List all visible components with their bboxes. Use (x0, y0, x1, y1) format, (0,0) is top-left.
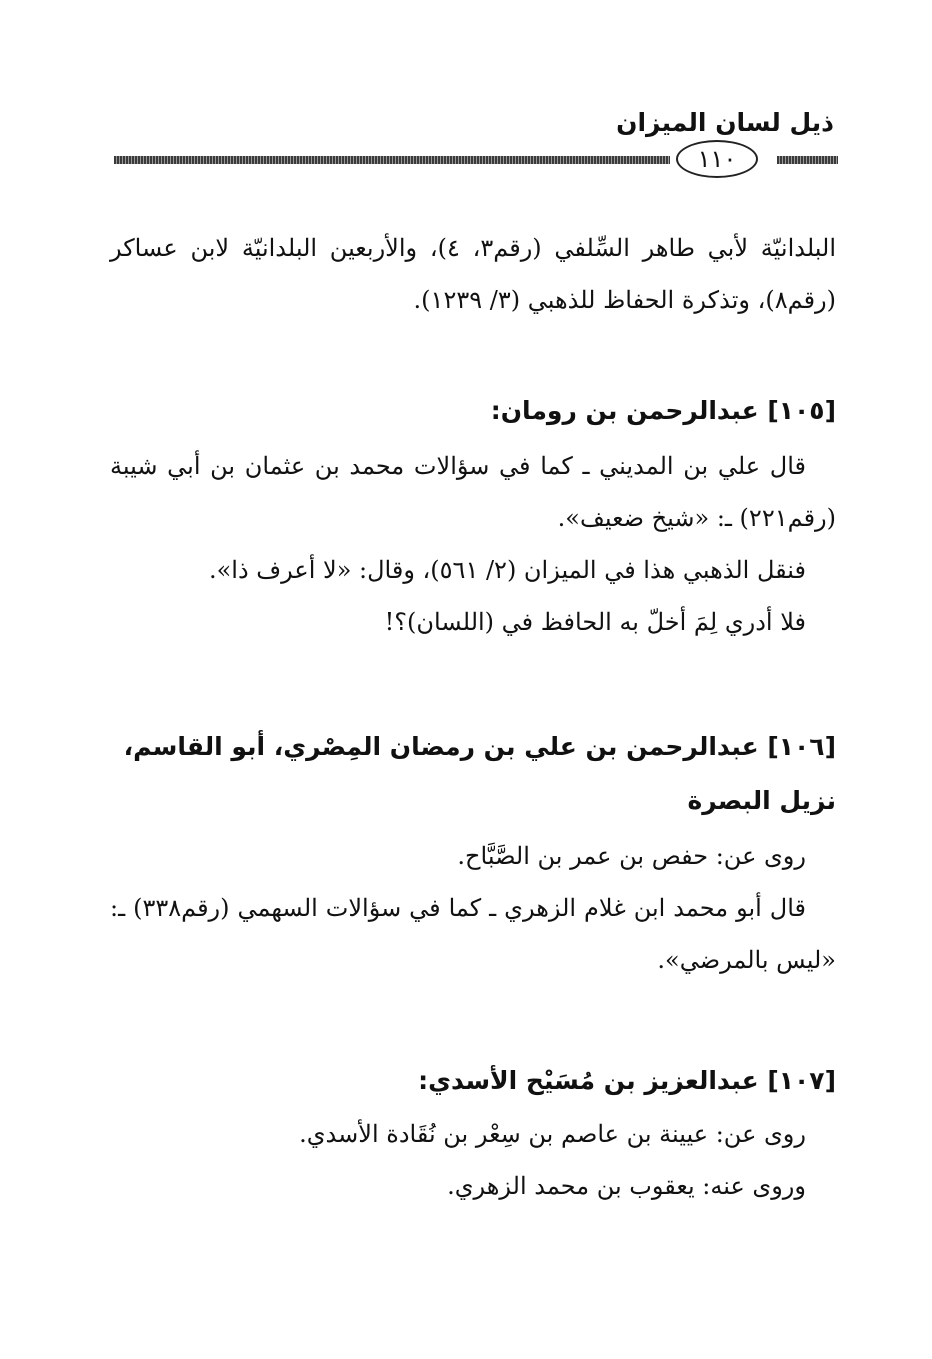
entry-paragraph: فلا أدري لِمَ أخلّ به الحافظ في (اللسان)؟! (384, 608, 806, 636)
running-header-title: ذيل لسان الميزان (616, 108, 834, 137)
header-rule-short (777, 156, 838, 164)
entry-heading: [١٠٦] عبدالرحمن بن علي بن رمضان المِصْري، أبو القاسم، نزيل البصرة (123, 732, 836, 815)
intro-paragraph: البلدانيّة لأبي طاهر السِّلفي (رقم٣، ٤)، والأربعين البلدانيّة لابن عساكر (رقم٨)، وتذكرة الحفاظ للذهبي (٣/ ١٢٣٩). (110, 234, 837, 314)
entry-paragraph: وروى عنه: يعقوب بن محمد الزهري. (447, 1172, 806, 1200)
entry-paragraph: روى عن: عيينة بن عاصم بن سِعْر بن نُقَادة الأسدي. (299, 1120, 806, 1148)
entry-heading: [١٠٥] عبدالرحمن بن رومان: (490, 396, 836, 425)
page-number: ١١٠ (676, 140, 758, 178)
intro-block (110, 222, 836, 326)
header-rule (114, 156, 670, 164)
entry-106 (110, 720, 836, 986)
entry-heading: [١٠٧] عبدالعزيز بن مُسَيْح الأسدي: (418, 1066, 836, 1095)
entry-107 (110, 1054, 836, 1212)
entry-paragraph: قال أبو محمد ابن غلام الزهري ـ كما في سؤالات السهمي (رقم٣٣٨) ـ: «ليس بالمرضي». (110, 894, 836, 974)
entry-paragraph: روى عن: حفص بن عمر بن الصَّبَّاح. (457, 842, 806, 870)
entry-paragraph: قال علي بن المديني ـ كما في سؤالات محمد بن عثمان بن أبي شيبة (رقم٢٢١) ـ: «شيخ ضعيف». (110, 452, 836, 532)
entry-paragraph: فنقل الذهبي هذا في الميزان (٢/ ٥٦١)، وقال: «لا أعرف ذا». (208, 556, 806, 584)
entry-105 (110, 384, 836, 648)
